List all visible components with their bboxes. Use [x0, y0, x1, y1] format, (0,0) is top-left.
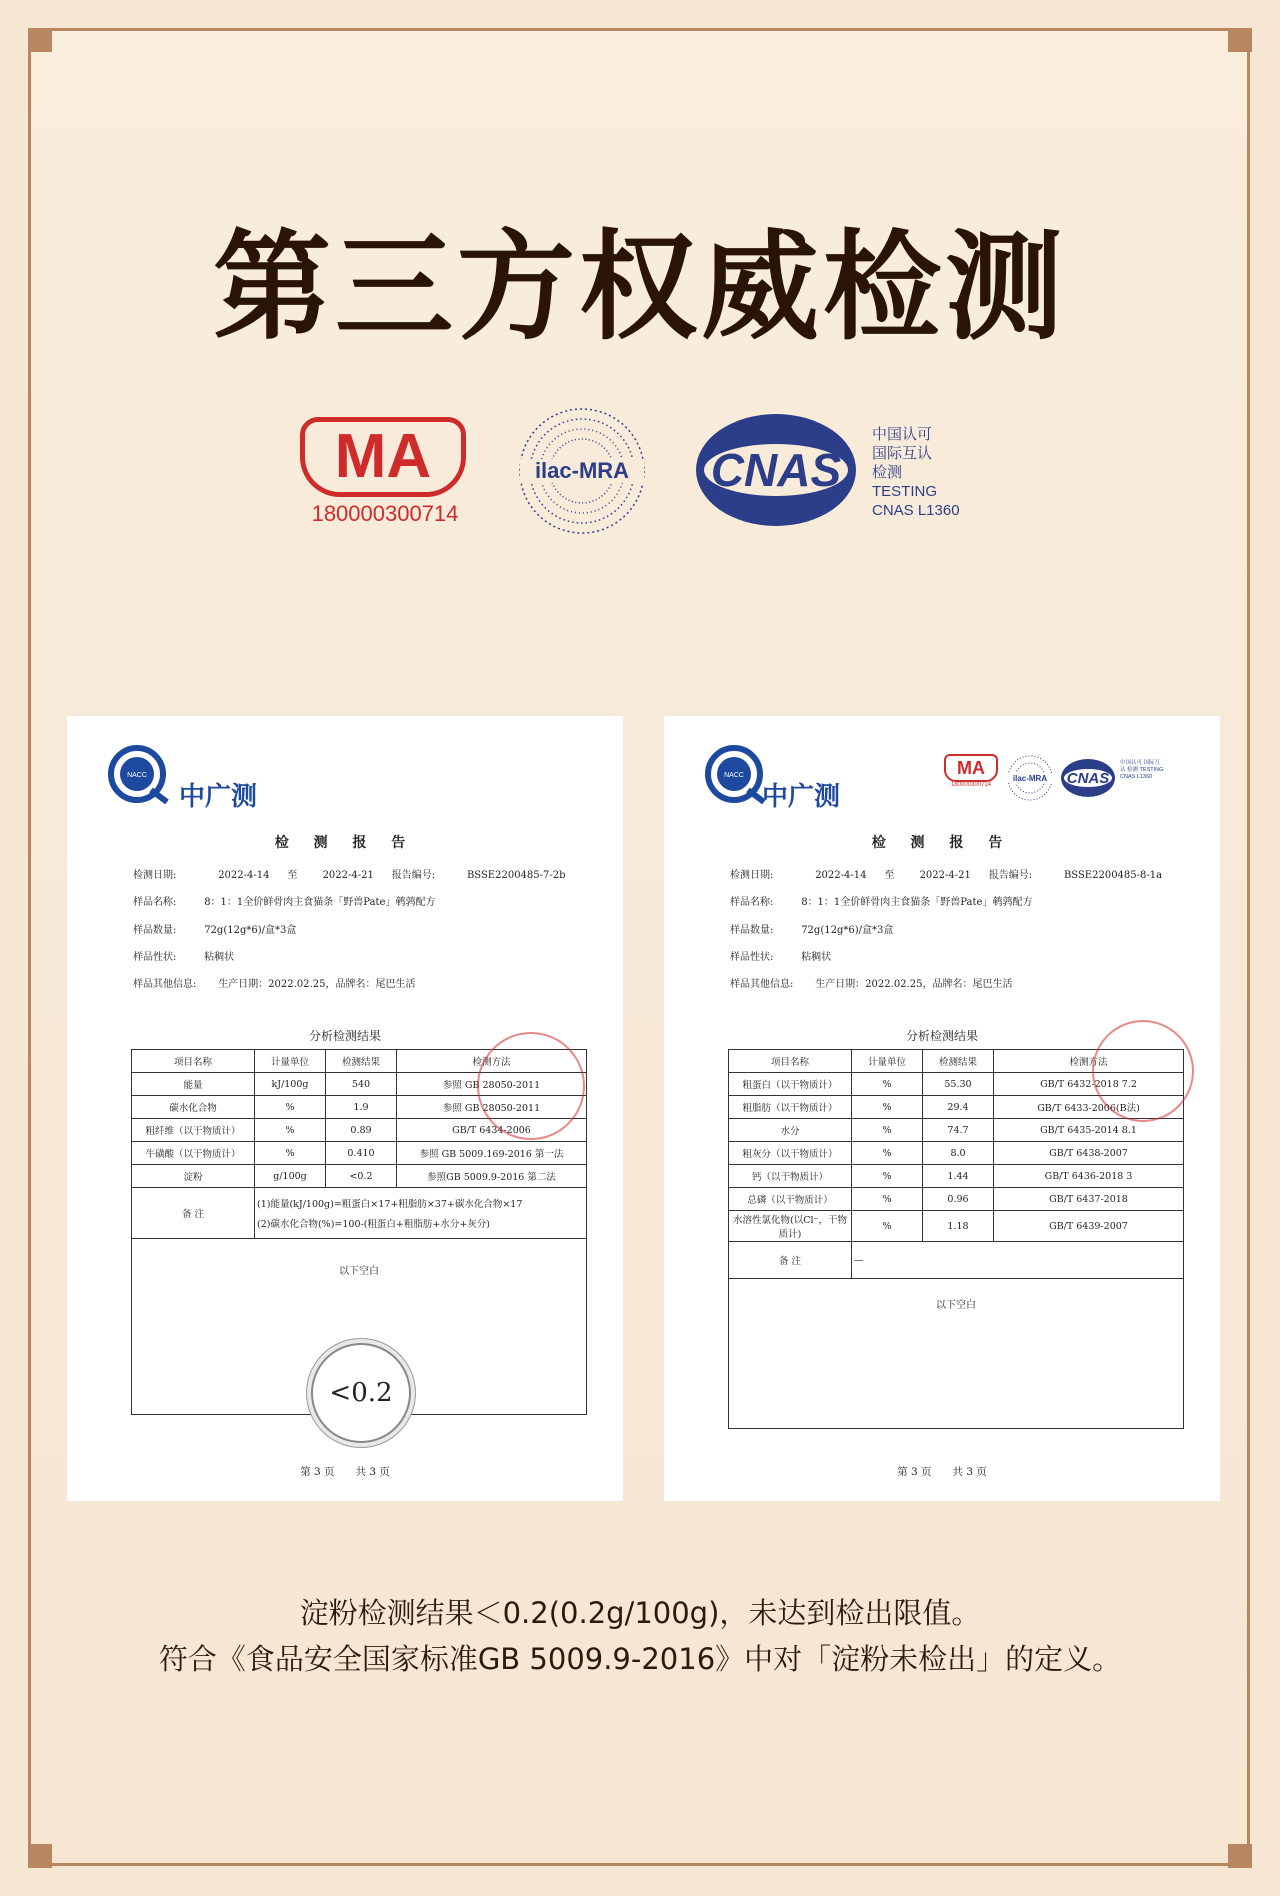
cnas-logo	[692, 411, 860, 529]
meta-label: 样品数量:	[730, 925, 774, 936]
cell: %	[852, 1096, 923, 1119]
header-cell: 检测结果	[923, 1050, 994, 1073]
cell: GB/T 6435-2014 8.1	[994, 1119, 1184, 1142]
meta-dates	[730, 866, 1162, 881]
meta-label: 报告编号:	[988, 870, 1033, 881]
mini-cnas-logo	[1060, 758, 1116, 798]
cell: g/100g	[255, 1165, 326, 1188]
frame-corner-bottom-right	[1228, 1844, 1252, 1868]
remark-row	[729, 1242, 1184, 1279]
cnas-side-line: 中国认可	[872, 426, 933, 443]
table-row	[729, 1119, 1184, 1142]
meta-qty	[133, 921, 296, 936]
mini-cma-number: 180000300714	[950, 782, 992, 788]
cma-mark: MA	[300, 417, 466, 497]
cell: 1.9	[326, 1096, 397, 1119]
header-cell: 检测方法	[994, 1050, 1184, 1073]
nacc-badge-text: NACC	[724, 772, 744, 779]
cell: 1.18	[923, 1211, 994, 1242]
cell: %	[852, 1073, 923, 1096]
cma-number: 180000300714	[311, 501, 459, 526]
mini-ilac-text: ilac-MRA	[1012, 774, 1048, 783]
page-footer: 第 3 页 共 3 页	[300, 1466, 390, 1478]
meta-prop	[730, 948, 831, 963]
caption	[0, 1590, 1280, 1682]
sample-name: 8：1：1全价鲜骨肉主食猫条「野兽Pate」鹌鹑配方	[204, 897, 436, 908]
mini-cma-logo	[944, 754, 998, 788]
magnified-result: <0.2	[311, 1343, 411, 1443]
cnas-text: CNAS	[710, 444, 842, 496]
header-cell: 计量单位	[852, 1050, 923, 1073]
header-cell: 检测方法	[397, 1050, 587, 1073]
blank-note: 以下空白	[936, 1300, 976, 1311]
sample-other: 生产日期：2022.02.25，品牌名：尾巴生活	[218, 979, 416, 990]
caption-line-1: 淀粉检测结果＜0.2(0.2g/100g)，未达到检出限值。	[299, 1596, 981, 1630]
section-title: 分析检测结果	[308, 1029, 381, 1043]
cell: 总磷（以干物质计）	[729, 1188, 852, 1211]
mini-cma-mark: MA	[944, 754, 998, 782]
meta-label: 样品数量:	[133, 925, 177, 936]
mini-logos	[944, 754, 1194, 804]
cell: 参照 GB 28050-2011	[397, 1073, 587, 1096]
meta-label: 样品性状:	[730, 952, 774, 963]
report-number: BSSE2200485-7-2b	[466, 870, 566, 881]
cell: 1.44	[923, 1165, 994, 1188]
mini-cnas-side: 中国认可 国际互认 检测 TESTING CNAS L1360	[1120, 760, 1164, 780]
table-row	[729, 1165, 1184, 1188]
page-title: 第三方权威检测	[212, 218, 1067, 356]
frame-corner-top-left	[28, 28, 52, 52]
sample-other: 生产日期：2022.02.25，品牌名：尾巴生活	[815, 979, 1013, 990]
table-row	[729, 1142, 1184, 1165]
cell: 碳水化合物	[132, 1096, 255, 1119]
mini-ilac-logo	[1006, 754, 1054, 802]
cell: 参照 GB 5009.169-2016 第一法	[397, 1142, 587, 1165]
cell: 55.30	[923, 1073, 994, 1096]
cell: 钙（以干物质计）	[729, 1165, 852, 1188]
nacc-badge-icon	[107, 744, 177, 804]
meta-label: 样品名称:	[133, 897, 177, 908]
table-row	[132, 1142, 587, 1165]
page-footer: 第 3 页 共 3 页	[897, 1466, 987, 1478]
ilac-mra-logo	[516, 405, 648, 537]
date-from: 2022-4-14	[218, 870, 270, 881]
meta-dates	[133, 866, 566, 881]
sample-qty: 72g(12g*6)/盒*3盒	[801, 925, 894, 936]
meta-name	[133, 893, 435, 908]
cell: 水溶性氯化物(以Cl⁻，干物质计)	[729, 1211, 852, 1242]
cnas-side-line: CNAS L1360	[872, 502, 960, 519]
cnas-side-line: 检测	[872, 464, 903, 481]
sample-prop: 粘稠状	[204, 952, 235, 963]
cell: GB/T 6438-2007	[994, 1142, 1184, 1165]
cell: %	[852, 1142, 923, 1165]
cell: 粗脂肪（以干物质计）	[729, 1096, 852, 1119]
cell: kJ/100g	[255, 1073, 326, 1096]
cell: 粗蛋白（以干物质计）	[729, 1073, 852, 1096]
cell: GB/T 6432-2018 7.2	[994, 1073, 1184, 1096]
cell: %	[852, 1165, 923, 1188]
cell: 74.7	[923, 1119, 994, 1142]
cell: <0.2	[326, 1165, 397, 1188]
cell: 540	[326, 1073, 397, 1096]
sample-prop: 粘稠状	[801, 952, 832, 963]
cell: %	[255, 1119, 326, 1142]
frame-corner-top-right	[1228, 28, 1252, 52]
remark-line: (1)能量(kJ/100g)=粗蛋白×17+粗脂肪×37+碳水化合物×17	[257, 1199, 523, 1210]
cell: %	[255, 1142, 326, 1165]
meta-label: 报告编号:	[391, 870, 436, 881]
cell: 粗纤维（以干物质计）	[132, 1119, 255, 1142]
cell: %	[852, 1188, 923, 1211]
cnas-side-line: 国际互认	[872, 445, 933, 462]
cell: 8.0	[923, 1142, 994, 1165]
nacc-badge-text: NACC	[127, 772, 147, 779]
meta-label: 样品名称:	[730, 897, 774, 908]
cnas-side-line: TESTING	[872, 483, 938, 500]
mini-cnas-text: CNAS	[1066, 770, 1110, 787]
header-cell: 检测结果	[326, 1050, 397, 1073]
brand-name: 中广测	[179, 782, 258, 812]
date-to: 2022-4-21	[322, 870, 374, 881]
remark-label: 备 注	[729, 1242, 852, 1279]
caption-line-2: 符合《食品安全国家标准GB 5009.9-2016》中对「淀粉未检出」的定义。	[158, 1642, 1122, 1676]
table-row	[729, 1188, 1184, 1211]
cell: 淀粉	[132, 1165, 255, 1188]
date-to-word: 至	[884, 870, 895, 881]
remark-cell: —	[852, 1242, 1184, 1279]
frame-corner-bottom-left	[28, 1844, 52, 1868]
date-to-word: 至	[287, 870, 298, 881]
header-cell: 项目名称	[729, 1050, 852, 1073]
cell: 0.96	[923, 1188, 994, 1211]
remark-label: 备 注	[132, 1188, 255, 1239]
brand-name: 中广测	[762, 782, 841, 812]
meta-label: 样品性状:	[133, 952, 177, 963]
report-number: BSSE2200485-8-1a	[1063, 870, 1163, 881]
remark-row	[132, 1188, 587, 1239]
cell: GB/T 6439-2007	[994, 1211, 1184, 1242]
cell: %	[255, 1096, 326, 1119]
meta-name	[730, 893, 1032, 908]
header-cell: 计量单位	[255, 1050, 326, 1073]
cell: 29.4	[923, 1096, 994, 1119]
report-title: 检 测 报 告	[274, 835, 416, 851]
date-from: 2022-4-14	[815, 870, 867, 881]
cell: 粗灰分（以干物质计）	[729, 1142, 852, 1165]
cell: %	[852, 1119, 923, 1142]
red-stamp	[1092, 1020, 1194, 1122]
meta-prop	[133, 948, 234, 963]
cell: GB/T 6436-2018 3	[994, 1165, 1184, 1188]
meta-other	[133, 975, 415, 990]
table-row	[132, 1165, 587, 1188]
cell: 参照 GB 28050-2011	[397, 1096, 587, 1119]
meta-label: 样品其他信息:	[730, 979, 794, 990]
section-title: 分析检测结果	[905, 1029, 978, 1043]
cell: 参照GB 5009.9-2016 第二法	[397, 1165, 587, 1188]
cell: 0.89	[326, 1119, 397, 1142]
remark-cell	[255, 1188, 587, 1239]
cell: GB/T 6437-2018	[994, 1188, 1184, 1211]
test-report-left	[67, 716, 623, 1501]
sample-name: 8：1：1全价鲜骨肉主食猫条「野兽Pate」鹌鹑配方	[801, 897, 1033, 908]
ilac-text: ilac-MRA	[534, 458, 630, 483]
cma-logo	[300, 417, 470, 527]
cell: GB/T 6433-2006(B法)	[994, 1096, 1184, 1119]
certification-logos	[0, 405, 1280, 535]
cell: 能量	[132, 1073, 255, 1096]
table-row	[729, 1211, 1184, 1242]
blank-note: 以下空白	[339, 1266, 379, 1277]
test-report-right	[664, 716, 1220, 1501]
header-cell: 项目名称	[132, 1050, 255, 1073]
cnas-side-text	[872, 425, 960, 520]
meta-label: 检测日期:	[730, 870, 774, 881]
meta-label: 检测日期:	[133, 870, 177, 881]
meta-label: 样品其他信息:	[133, 979, 197, 990]
cell: 牛磺酸（以干物质计）	[132, 1142, 255, 1165]
meta-other	[730, 975, 1012, 990]
red-stamp	[477, 1032, 585, 1140]
remark-line: (2)碳水化合物(%)=100-(粗蛋白+粗脂肪+水分+灰分)	[257, 1219, 490, 1230]
meta-qty	[730, 921, 893, 936]
cell: GB/T 6434-2006	[397, 1119, 587, 1142]
report-title: 检 测 报 告	[871, 835, 1013, 851]
cell: 水分	[729, 1119, 852, 1142]
date-to: 2022-4-21	[919, 870, 971, 881]
sample-qty: 72g(12g*6)/盒*3盒	[204, 925, 297, 936]
cell: %	[852, 1211, 923, 1242]
cell: 0.410	[326, 1142, 397, 1165]
